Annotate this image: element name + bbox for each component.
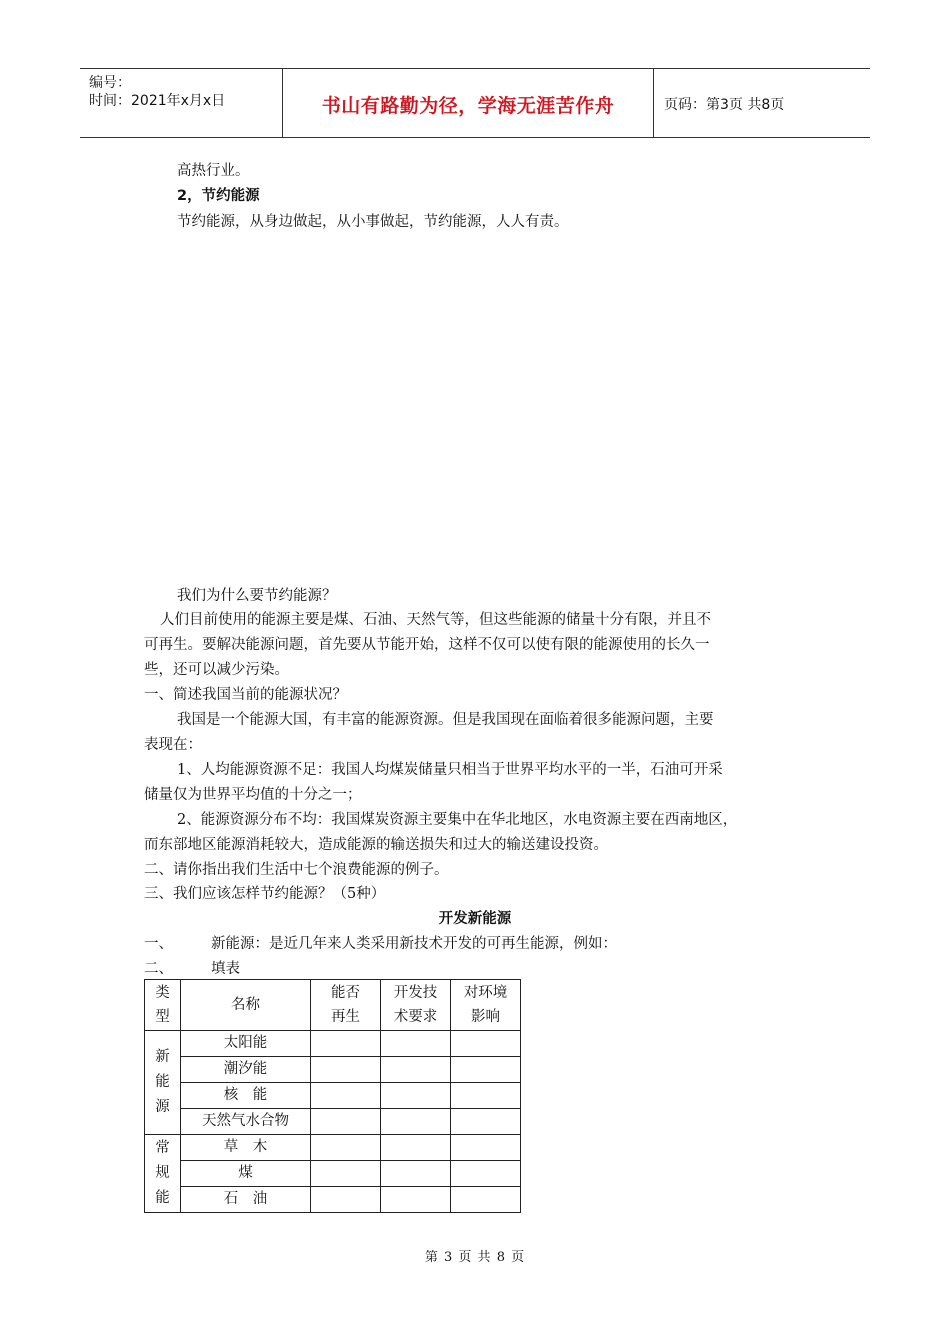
- empty-cell[interactable]: [311, 1057, 381, 1083]
- group-label-char: 能: [155, 1074, 170, 1090]
- section-heading: 2，节约能源: [177, 188, 260, 204]
- energy-name-cell: 核 能: [181, 1083, 311, 1109]
- empty-cell[interactable]: [451, 1135, 521, 1161]
- energy-name-cell: 天然气水合物: [181, 1109, 311, 1135]
- paragraph-line: 2、能源资源分布不均：我国煤炭资源主要集中在华北地区，水电资源主要在西南地区，: [177, 812, 738, 828]
- empty-cell[interactable]: [381, 1057, 451, 1083]
- header-tech-l1: 开发技: [393, 985, 438, 1001]
- header-type-l1: 类: [155, 985, 170, 1001]
- document-date: 时间：2021年x月x日: [89, 93, 226, 109]
- header-type: [145, 980, 181, 1031]
- energy-name-cell: 石 油: [181, 1187, 311, 1213]
- item-text: 新能源：是近几年来人类采用新技术开发的可再生能源，例如：: [211, 936, 617, 952]
- header-renewable: [311, 980, 381, 1031]
- empty-cell[interactable]: [451, 1031, 521, 1057]
- header-tech: [381, 980, 451, 1031]
- empty-cell[interactable]: [451, 1161, 521, 1187]
- group-label-conventional-energy: [145, 1135, 181, 1213]
- section-title: 开发新能源: [438, 911, 512, 927]
- group-label-char: 能: [155, 1190, 170, 1206]
- empty-cell[interactable]: [451, 1187, 521, 1213]
- energy-name-cell: 煤: [181, 1161, 311, 1187]
- empty-cell[interactable]: [311, 1135, 381, 1161]
- paragraph-line: 可再生。要解决能源问题，首先要从节能开始，这样不仅可以使有限的能源使用的长久一: [144, 637, 710, 653]
- table-row: [145, 1135, 521, 1161]
- table-row: [145, 1109, 521, 1135]
- empty-cell[interactable]: [451, 1057, 521, 1083]
- header-renewable-l1: 能否: [331, 985, 360, 1001]
- header-tech-l2: 术要求: [393, 1009, 438, 1025]
- table-row: [145, 1161, 521, 1187]
- page-footer: 第 3 页 共 8 页: [424, 1250, 526, 1265]
- header-motto-cell: [283, 69, 654, 137]
- question-2: 二、请你指出我们生活中七个浪费能源的例子。: [144, 862, 449, 878]
- paragraph-line: 人们目前使用的能源主要是煤、石油、天然气等，但这些能源的储量十分有限，并且不: [160, 612, 711, 628]
- table-row: [145, 1083, 521, 1109]
- group-label-char: 常: [155, 1140, 170, 1156]
- header-environment: [451, 980, 521, 1031]
- table-header-row: [145, 980, 521, 1031]
- empty-cell[interactable]: [311, 1083, 381, 1109]
- empty-cell[interactable]: [451, 1109, 521, 1135]
- empty-cell[interactable]: [451, 1083, 521, 1109]
- header-environment-l1: 对环境: [463, 985, 508, 1001]
- page-header: [80, 68, 870, 138]
- paragraph-line: 我国是一个能源大国，有丰富的能源资源。但是我国现在面临着很多能源问题，主要: [177, 712, 714, 728]
- energy-name-cell: 潮汐能: [181, 1057, 311, 1083]
- group-label-char: 新: [155, 1049, 170, 1065]
- empty-cell[interactable]: [381, 1109, 451, 1135]
- group-label-new-energy: [145, 1031, 181, 1135]
- header-renewable-l2: 再生: [331, 1009, 360, 1025]
- paragraph-line: 储量仅为世界平均值的十分之一；: [144, 787, 362, 803]
- empty-cell[interactable]: [311, 1187, 381, 1213]
- question-why: 我们为什么要节约能源？: [177, 588, 337, 604]
- paragraph-line: 表现在：: [144, 737, 202, 753]
- header-meta-cell: [80, 69, 283, 137]
- empty-cell[interactable]: [381, 1135, 451, 1161]
- energy-name-cell: 太阳能: [181, 1031, 311, 1057]
- header-motto: 书山有路勤为径，学海无涯苦作舟: [321, 95, 615, 117]
- question-3: 三、我们应该怎样节约能源？（5种）: [144, 886, 386, 902]
- energy-name-cell: 草 木: [181, 1135, 311, 1161]
- paragraph-line: 而东部地区能源消耗较大，造成能源的输送损失和过大的输送建设投资。: [144, 837, 608, 853]
- header-page-info: 页码：第3页 共8页: [664, 97, 785, 113]
- document-number: 编号：: [89, 75, 131, 91]
- item-number: 二、: [144, 961, 173, 977]
- empty-cell[interactable]: [381, 1187, 451, 1213]
- text-line: 节约能源，从身边做起，从小事做起，节约能源，人人有责。: [177, 214, 569, 230]
- header-name: 名称: [181, 980, 311, 1031]
- empty-cell[interactable]: [381, 1161, 451, 1187]
- empty-cell[interactable]: [311, 1161, 381, 1187]
- header-type-l2: 型: [155, 1009, 170, 1025]
- group-label-char: 规: [155, 1165, 170, 1181]
- energy-table: [144, 979, 521, 1213]
- empty-cell[interactable]: [381, 1031, 451, 1057]
- item-number: 一、: [144, 936, 173, 952]
- header-environment-l2: 影响: [471, 1009, 500, 1025]
- group-label-char: 源: [155, 1099, 170, 1115]
- empty-cell[interactable]: [381, 1083, 451, 1109]
- paragraph-line: 1、人均能源资源不足：我国人均煤炭储量只相当于世界平均水平的一半，石油可开采: [177, 762, 723, 778]
- empty-cell[interactable]: [311, 1031, 381, 1057]
- text-line: 高热行业。: [177, 163, 250, 179]
- item-text: 填表: [211, 961, 240, 977]
- empty-cell[interactable]: [311, 1109, 381, 1135]
- header-page-cell: [654, 69, 870, 137]
- table-row: [145, 1057, 521, 1083]
- question-1: 一、简述我国当前的能源状况？: [144, 687, 347, 703]
- paragraph-line: 些，还可以减少污染。: [144, 662, 289, 678]
- table-row: [145, 1187, 521, 1213]
- table-row: [145, 1031, 521, 1057]
